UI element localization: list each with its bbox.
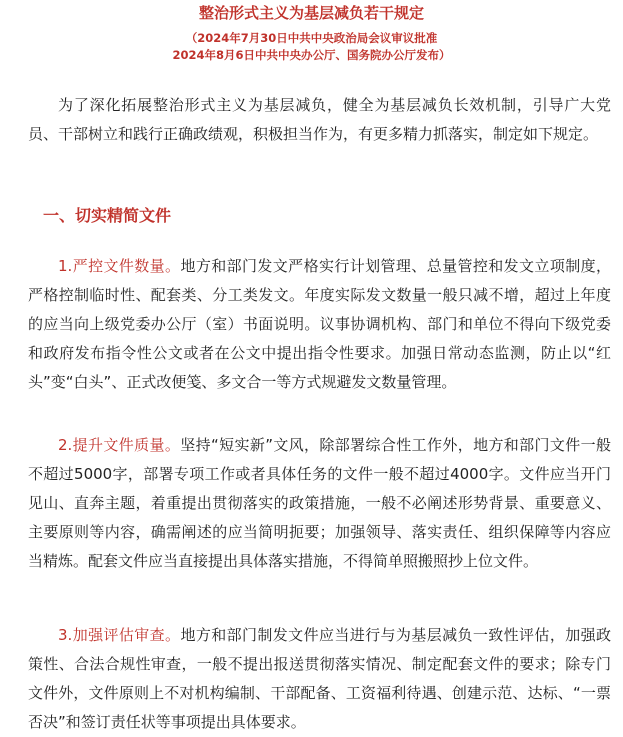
item-body-3: 地方和部门制发文件应当进行与为基层减负一致性评估，加强政策性、合法合规性审查，一般不提出报送贯彻落实情况、制定配套文件的要求；除专门文件外，文件原则上不对机构编制、干部配备、工资福利待遇、创建示范、达标、“一票否决”和签订责任状等事项提出具体要求。	[28, 626, 611, 731]
item-paragraph-1	[28, 252, 611, 397]
item-paragraph-3	[28, 621, 611, 737]
document-title: 整治形式主义为基层减负若干规定	[198, 4, 424, 22]
item-lead-1: 1.严控文件数量。	[58, 257, 181, 275]
item-paragraph-2	[28, 431, 611, 576]
intro-paragraph: 为了深化拓展整治形式主义为基层减负，健全为基层减负长效机制，引导广大党员、干部树立和践行正确政绩观，积极担当作为，有更多精力抓落实，制定如下规定。	[28, 96, 611, 143]
item-lead-3: 3.加强评估审查。	[58, 626, 181, 644]
item-body-2: 坚持“短实新”文风，除部署综合性工作外，地方和部门文件一般不超过5000字，部署专项工作或者具体任务的文件一般不超过4000字。文件应当开门见山、直奔主题，着重提出贯彻落实的政策措施，一般不必阐述形势背景、重要意义、主要原则等内容，确需阐述的应当简明扼要；加强领导、落实责任、组织保障等内容应当精炼。配套文件应当直接提出具体落实措施，不得简单照搬照抄上位文件。	[28, 436, 611, 570]
item-lead-2: 2.提升文件质量。	[58, 436, 181, 454]
item-body-1: 地方和部门发文严格实行计划管理、总量管控和发文立项制度，严格控制临时性、配套类、分工类发文。年度实际发文数量一般只减不增，超过上年度的应当向上级党委办公厅（室）书面说明。议事协调机构、部门和单位不得向下级党委和政府发布指令性公文或者在公文中提出指令性要求。加强日常动态监测，防止以“红头”变“白头”、正式改便笺、多文合一等方式规避发文数量管理。	[28, 257, 611, 391]
document-subtitle-line1: （2024年7月30日中共中央政治局会议审议批准	[185, 31, 438, 45]
section-heading: 一、切实精简文件	[43, 206, 172, 225]
document-subtitle-line2: 2024年8月6日中共中央办公厅、国务院办公厅发布）	[172, 48, 451, 62]
